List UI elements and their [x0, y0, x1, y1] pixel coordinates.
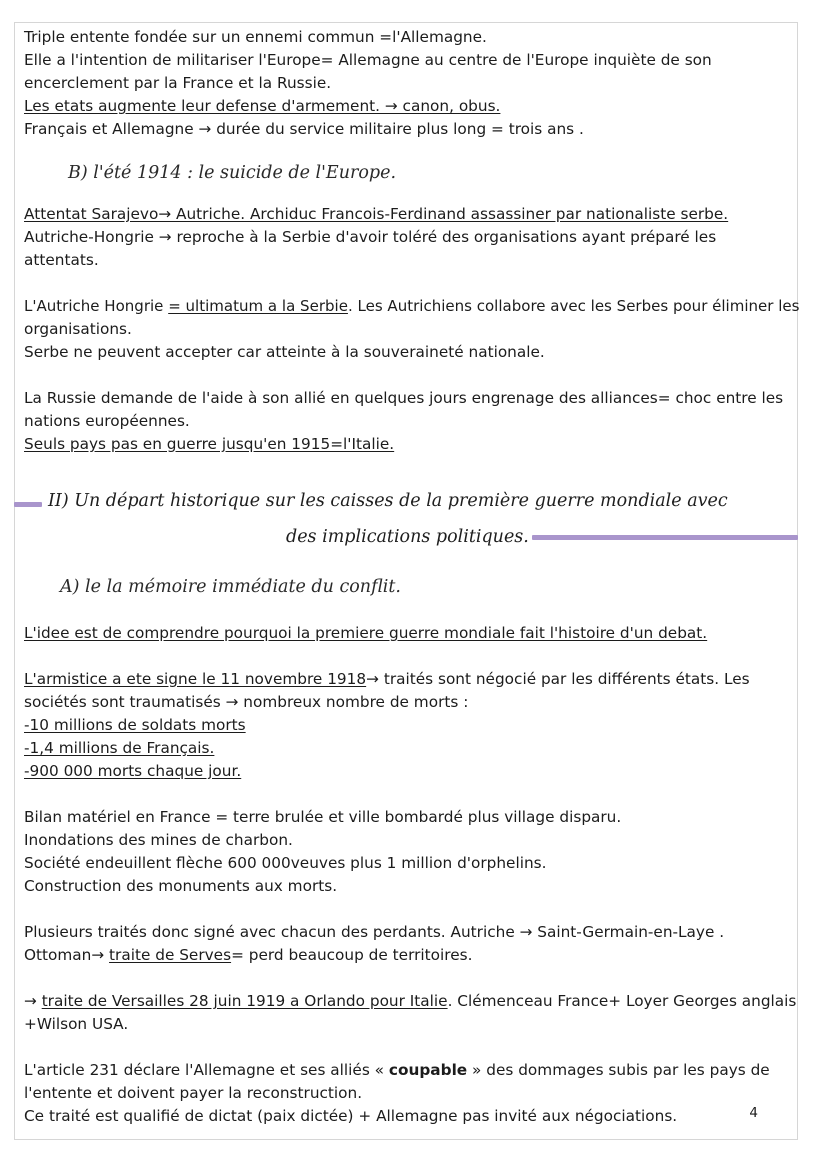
- text-span: » des dommages subis par les pays de: [467, 1061, 770, 1079]
- underlined-span: = ultimatum a la Serbie: [168, 297, 348, 315]
- text-line: Français et Allemagne → durée du service militaire plus long = trois ans .: [24, 120, 584, 138]
- underlined-line: Seuls pays pas en guerre jusqu'en 1915=l'Italie.: [24, 435, 395, 453]
- text-line: +Wilson USA.: [24, 1015, 129, 1033]
- underlined-span: traite de Serves: [109, 946, 232, 964]
- text-line: Serbe ne peuvent accepter car atteinte à la souveraineté nationale.: [24, 343, 545, 361]
- text-line: encerclement par la France et la Russie.: [24, 74, 332, 92]
- section-heading-ii: II) Un départ historique sur les caisses de la première guerre mondiale avec: [48, 491, 728, 511]
- bold-span: coupable: [388, 1061, 468, 1079]
- text-line: l'entente et doivent payer la reconstruction.: [24, 1084, 363, 1102]
- list-item: -1,4 millions de Français.: [24, 739, 215, 757]
- underlined-span: traite de Versailles 28 juin 1919 a Orlando pour Italie: [41, 992, 448, 1010]
- text-line: sociétés sont traumatisés → nombreux nombre de morts :: [24, 693, 469, 711]
- text-span: . Les Autrichiens collabore avec les Serbes pour éliminer les: [347, 297, 800, 315]
- text-line: nations européennes.: [24, 412, 190, 430]
- text-line: Autriche-Hongrie → reproche à la Serbie d'avoir toléré des organisations ayant préparé les: [24, 228, 717, 246]
- text-line: Plusieurs traités donc signé avec chacun des perdants. Autriche → Saint-Germain-en-Laye .: [24, 923, 725, 941]
- text-span: →: [24, 992, 42, 1010]
- text-line: Elle a l'intention de militariser l'Europe= Allemagne au centre de l'Europe inquiète de son: [24, 51, 712, 69]
- section-heading-b: B) l'été 1914 : le suicide de l'Europe.: [68, 163, 397, 183]
- text-line: Inondations des mines de charbon.: [24, 831, 293, 849]
- text-span: L'Autriche Hongrie: [24, 297, 169, 315]
- accent-bar-right: [532, 535, 798, 540]
- text-line: Ce traité est qualifié de dictat (paix dictée) + Allemagne pas invité aux négociations.: [24, 1107, 678, 1125]
- text-line: [24, 668, 788, 691]
- section-heading-ii-cont: des implications politiques.: [286, 527, 529, 547]
- underlined-line: L'idee est de comprendre pourquoi la premiere guerre mondiale fait l'histoire d'un debat.: [24, 624, 708, 642]
- text-span: = perd beaucoup de territoires.: [231, 946, 473, 964]
- underlined-line: Attentat Sarajevo→ Autriche. Archiduc Francois-Ferdinand assassiner par nationaliste serbe.: [24, 205, 729, 223]
- underlined-span: L'armistice a ete signe le 11 novembre 1918: [24, 670, 367, 688]
- list-item: -900 000 morts chaque jour.: [24, 762, 242, 780]
- text-span: . Clémenceau France+ Loyer Georges anglais: [447, 992, 797, 1010]
- text-line: Société endeuillent flèche 600 000veuves plus 1 million d'orphelins.: [24, 854, 547, 872]
- page-number: 4: [749, 1105, 758, 1121]
- text-line: [24, 1059, 788, 1082]
- text-span: → traités sont négocié par les différents états. Les: [366, 670, 750, 688]
- text-line: Construction des monuments aux morts.: [24, 877, 338, 895]
- section-heading-a: A) le la mémoire immédiate du conflit.: [60, 577, 401, 597]
- text-line: Bilan matériel en France = terre brulée et ville bombardé plus village disparu.: [24, 808, 622, 826]
- text-line: attentats.: [24, 251, 99, 269]
- text-span: L'article 231 déclare l'Allemagne et ses alliés «: [24, 1061, 389, 1079]
- text-line: organisations.: [24, 320, 132, 338]
- document-body-part2: [24, 572, 797, 1128]
- text-line: La Russie demande de l'aide à son allié en quelques jours engrenage des alliances= choc entre les: [24, 389, 784, 407]
- text-line: [24, 990, 797, 1013]
- text-line: [24, 295, 800, 318]
- list-item: -10 millions de soldats morts: [24, 716, 246, 734]
- document-body: [24, 26, 800, 456]
- text-line: [24, 944, 788, 967]
- accent-bar-left: [14, 502, 42, 507]
- text-span: Ottoman→: [24, 946, 110, 964]
- text-line: Triple entente fondée sur un ennemi commun =l'Allemagne.: [24, 28, 487, 46]
- underlined-line: Les etats augmente leur defense d'armement. → canon, obus.: [24, 97, 501, 115]
